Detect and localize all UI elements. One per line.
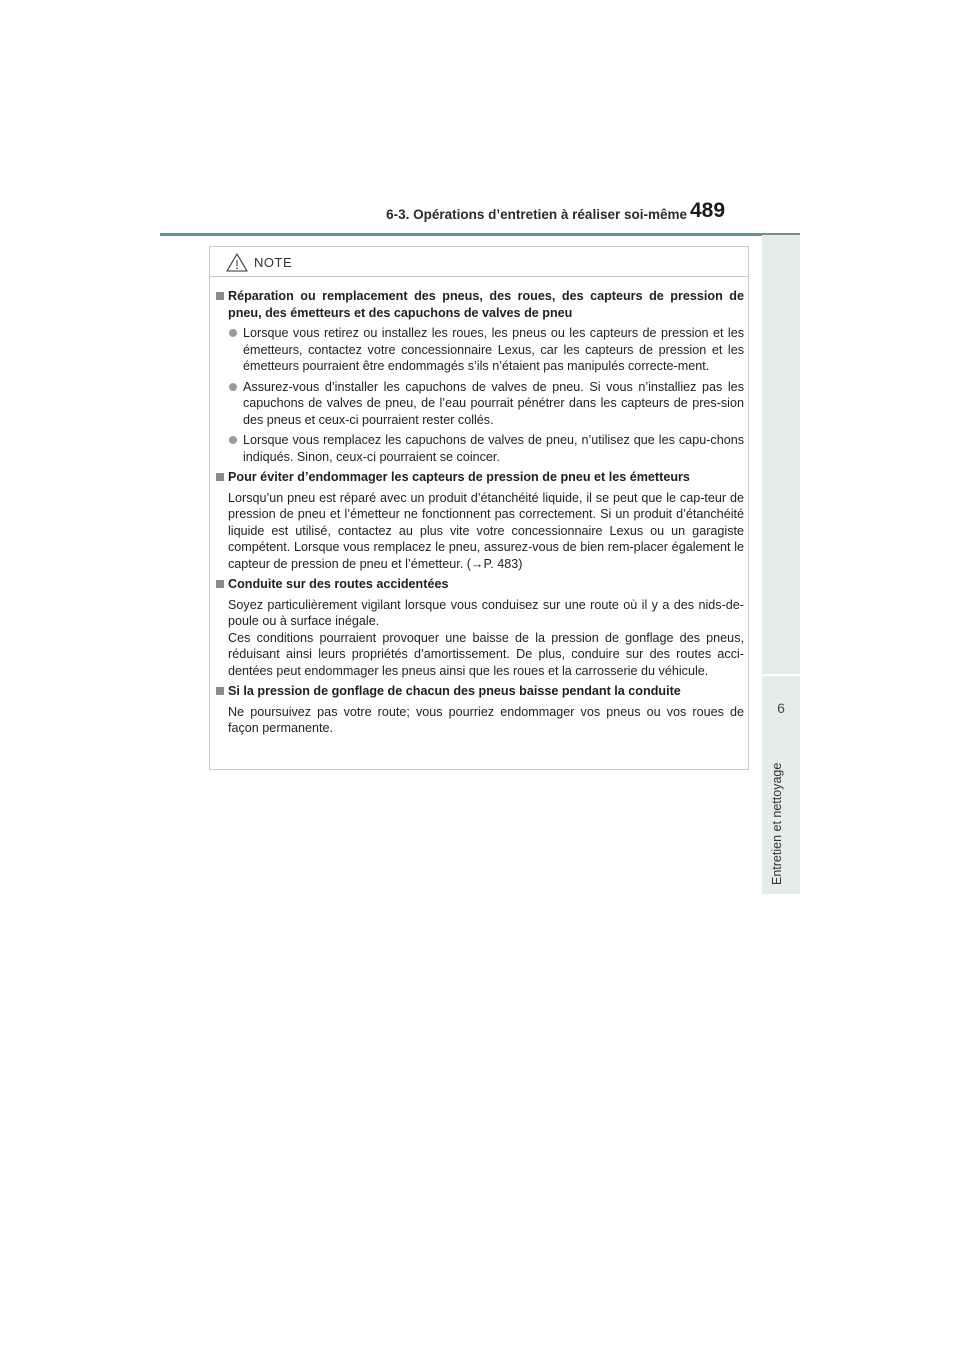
section-paragraph: Soyez particulièrement vigilant lorsque vous conduisez sur une route où il y a des nids-de-poule ou à surface inégale.: [228, 597, 744, 628]
square-bullet-icon: [216, 292, 224, 300]
bullet-item: Assurez-vous d’installer les capuchons de valves de pneu. Si vous n’installiez pas les capuchons de valves de pneu, de l’eau pourrait pénétrer dans les capteurs de pres-sion des pneus et ceux-ci pourraient rester collés.: [209, 379, 744, 429]
section-paragraph: Ces conditions pourraient provoquer une baisse de la pression de gonflage des pneus, réduisant ainsi leurs propriétés d’amortissement. De plus, conduire sur des routes acci-dentées peut endommager les pneus ainsi que les roues et la carrosserie du véhicule.: [228, 630, 744, 678]
chapter-label: Entretien et nettoyage: [770, 762, 784, 885]
square-bullet-icon: [216, 473, 224, 481]
circle-bullet-icon: [229, 383, 237, 391]
section-paragraph: Lorsqu’un pneu est réparé avec un produit d’étanchéité liquide, il se peut que le cap-teur de pression de pneu et l’émetteur ne fonctionnent pas correctement. Si un produit d’étanchéité liquide est utilisé, contactez au plus vite votre concessionnaire Lexus ou un garagiste compétent. Lorsque vous remplacez le pneu, assurez-vous de bien rem-placer également le capteur de pression de pneu et l’émetteur. (→P. 483): [228, 490, 744, 571]
section-paragraph: Ne poursuivez pas votre route; vous pourriez endommager vos pneus ou vos roues de façon permanente.: [228, 704, 744, 735]
section-heading: Pour éviter d’endommager les capteurs de pression de pneu et les émetteurs: [209, 469, 744, 486]
warning-triangle-icon: [226, 253, 248, 272]
side-tab-divider: [762, 674, 800, 676]
section-heading: Conduite sur des routes accidentées: [209, 576, 744, 593]
square-bullet-icon: [216, 687, 224, 695]
bullet-item: Lorsque vous remplacez les capuchons de valves de pneu, n’utilisez que les capu-chons indiqués. Sinon, ceux-ci pourraient se coincer.: [209, 432, 744, 465]
section-heading: Réparation ou remplacement des pneus, des roues, des capteurs de pression de pneu, des émetteurs et des capuchons de valves de pneu: [209, 288, 744, 321]
header-rule: [160, 233, 800, 236]
bullet-item: Lorsque vous retirez ou installez les roues, les pneus ou les capteurs de pression et les émetteurs, contactez votre concessionnaire Lexus, car les capteurs de pression et les émetteurs pourraient être endommagés s’ils n’étaient pas manipulés correcte-ment.: [209, 325, 744, 375]
square-bullet-icon: [216, 580, 224, 588]
circle-bullet-icon: [229, 329, 237, 337]
note-content: [209, 288, 744, 741]
section-title: 6-3. Opérations d’entretien à réaliser soi-même: [386, 207, 687, 222]
circle-bullet-icon: [229, 436, 237, 444]
page-number: 489: [690, 199, 726, 222]
chapter-number: 6: [777, 700, 785, 716]
note-header: [210, 247, 748, 277]
section-heading: Si la pression de gonflage de chacun des pneus baisse pendant la conduite: [209, 683, 744, 700]
note-title: NOTE: [254, 255, 293, 270]
